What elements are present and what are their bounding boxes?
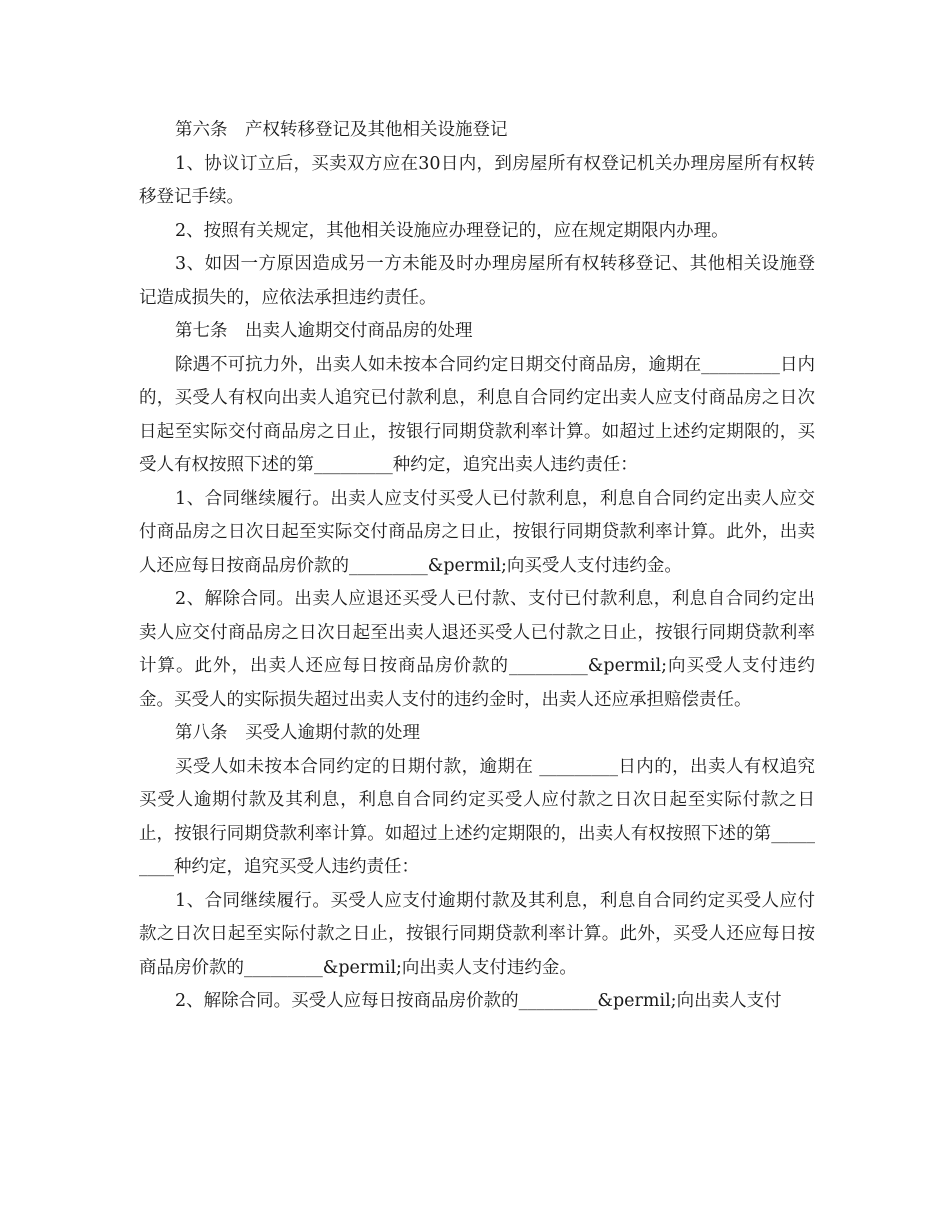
- article-7-intro: 除遇不可抗力外，出卖人如未按本合同约定日期交付商品房，逾期在_________日内的，买受人有权向出卖人追究已付款利息，利息自合同约定出卖人应支付商品房之日次日起至实际交付商品房之日止，按银行同期贷款利率计算。如超过上述约定期限的，买受人有权按照下述的第_________种约定，追究出卖人违约责任：: [139, 354, 815, 475]
- article-7-clause-1: 1、合同继续履行。出卖人应支付买受人已付款利息，利息自合同约定出卖人应交付商品房之日次日起至实际交付商品房之日止，按银行同期贷款利率计算。此外，出卖人还应每日按商品房价款的_________&permil;向买受人支付违约金。: [139, 488, 815, 576]
- article-8-heading: 第八条 买受人逾期付款的处理: [175, 723, 420, 743]
- document-page: [139, 114, 815, 1019]
- article-6-clause-1: 1、协议订立后，买卖双方应在30日内，到房屋所有权登记机关办理房屋所有权转移登记手续。: [139, 153, 815, 207]
- article-8-clause-1: 1、合同继续履行。买受人应支付逾期付款及其利息，利息自合同约定买受人应付款之日次日起至实际付款之日止，按银行同期贷款利率计算。此外，买受人还应每日按商品房价款的_________&permil;向出卖人支付违约金。: [139, 890, 815, 978]
- article-7-clause-2: 2、解除合同。出卖人应退还买受人已付款、支付已付款利息，利息自合同约定出卖人应交付商品房之日次日起至出卖人退还买受人已付款之日止，按银行同期贷款利率计算。此外，出卖人还应每日按商品房价款的_________&permil;向买受人支付违约金。买受人的实际损失超过出卖人支付的违约金时，出卖人还应承担赔偿责任。: [139, 589, 815, 710]
- article-8-intro: 买受人如未按本合同约定的日期付款，逾期在 _________日内的，出卖人有权追究买受人逾期付款及其利息，利息自合同约定买受人应付款之日次日起至实际付款之日止，按银行同期贷款利率计算。如超过上述约定期限的，出卖人有权按照下述的第_________种约定，追究买受人违约责任：: [139, 756, 815, 877]
- article-7-heading: 第七条 出卖人逾期交付商品房的处理: [175, 321, 473, 341]
- article-6-heading: 第六条 产权转移登记及其他相关设施登记: [175, 120, 508, 140]
- article-6-clause-3: 3、如因一方原因造成另一方未能及时办理房屋所有权转移登记、其他相关设施登记造成损失的，应依法承担违约责任。: [139, 254, 815, 308]
- article-6-clause-2: 2、按照有关规定，其他相关设施应办理登记的，应在规定期限内办理。: [175, 220, 729, 241]
- article-8-clause-2: 2、解除合同。买受人应每日按商品房价款的_________&permil;向出卖人支付: [175, 991, 782, 1011]
